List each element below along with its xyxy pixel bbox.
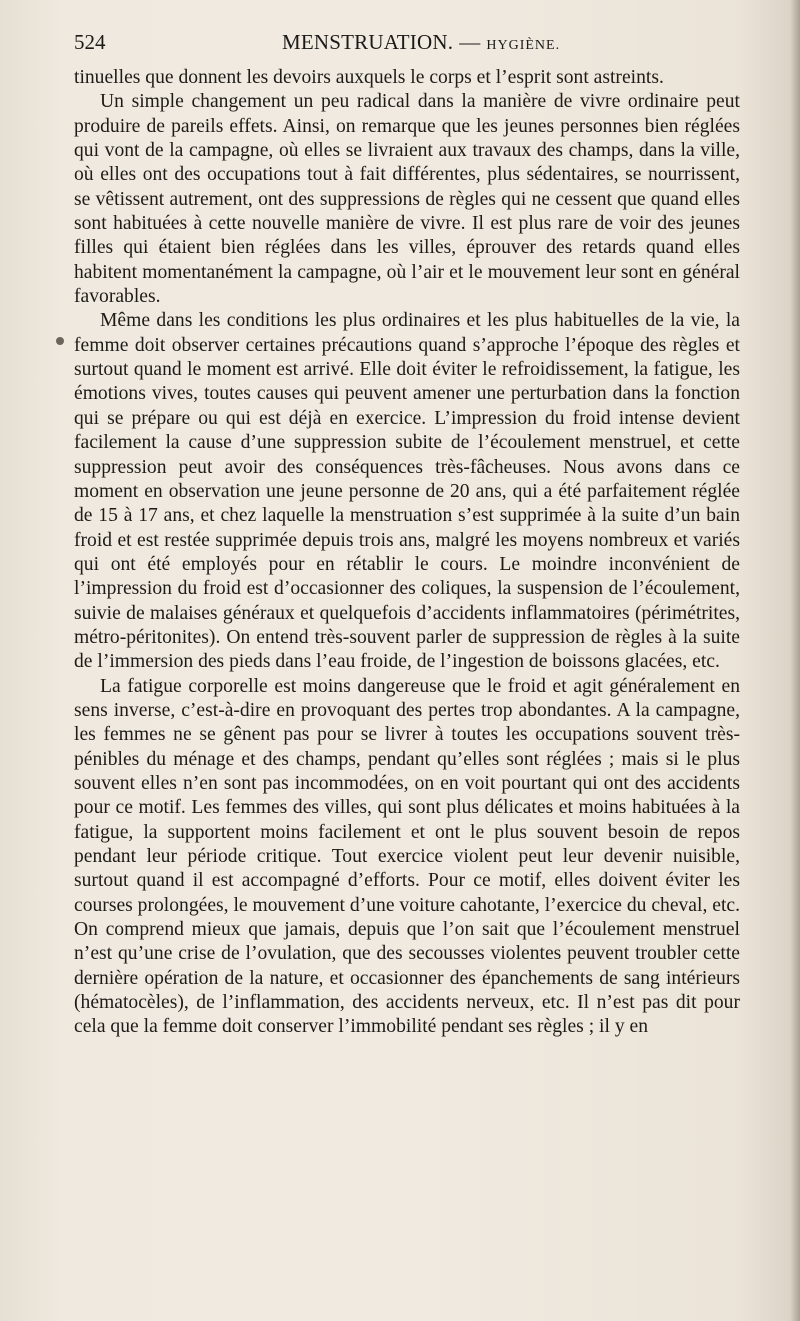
paragraph: La fatigue corporelle est moins dangereuse que le froid et agit généralement en sens inverse, c’est-à-dire en provoquant des pertes trop abondantes. A la campagne, les femmes ne se gênent pas pour se livrer à toutes les occupations souvent très-pénibles du ménage et des champs, pendant qu’elles sont réglées ; mais si le plus souvent elles n’en sont pas incommodées, on en voit pourtant qui ont des accidents pour ce motif. Les femmes des villes, qui sont plus délicates et moins habituées à la fatigue, la supportent moins facilement et ont le plus souvent besoin de repos pendant leur période critique. Tout exercice violent peut leur devenir nuisible, surtout quand il est accompagné d’efforts. Pour ce motif, elles doivent éviter les courses prolongées, le mouvement d’une voiture cahotante, l’exercice du cheval, etc. On comprend mieux que jamais, depuis que l’on sait que l’écoulement menstruel n’est qu’une crise de l’ovulation, que des secousses violentes peuvent troubler cette dernière opération de la nature, et occasionner des épanchements de sang intérieurs (hématocèles), de l’inflammation, des accidents nerveux, etc. Il n’est pas dit pour cela que la femme doit conserver l’immobilité pendant ses règles ; il y en	[74, 675, 740, 1038]
body-text	[74, 66, 740, 1040]
title-separator: —	[459, 30, 481, 54]
page-number: 524	[74, 30, 106, 54]
margin-mark	[56, 337, 64, 345]
section-title: HYGIÈNE.	[486, 38, 561, 53]
paragraph: Un simple changement un peu radical dans la manière de vivre ordinaire peut produire de pareils effets. Ainsi, on remarque que les jeunes personnes bien réglées qui vont de la campagne, où elles se livraient aux travaux des champs, dans la ville, où elles ont des occupations tout à fait différentes, plus sédentaires, se nourrissent, se vêtissent autrement, ont des suppressions de règles qui ne cessent que quand elles sont habituées à cette nouvelle manière de vivre. Il est plus rare de voir des jeunes filles qui étaient bien réglées dans les villes, éprouver des retards quand elles habitent momentanément la campagne, où l’air et le mouvement leur sont en général favorables.	[74, 91, 740, 308]
running-header	[74, 30, 740, 60]
paragraph: Même dans les conditions les plus ordinaires et les plus habituelles de la vie, la femme doit observer certaines précautions quand s’approche l’époque des règles et surtout quand le moment est arrivé. Elle doit éviter le refroidissement, la fatigue, les émotions vives, toutes causes qui peuvent amener une perturbation dans la fonction qui se prépare ou qui est déjà en exercice. L’impression du froid intense devient facilement la cause d’une suppression subite de l’écoulement menstruel, et cette suppression peut avoir des conséquences très-fâcheuses. Nous avons dans ce moment en observation une jeune personne de 20 ans, qui a été parfaitement réglée de 15 à 17 ans, et chez laquelle la menstruation s’est supprimée à la suite d’un bain froid et est restée supprimée depuis trois ans, malgré les moyens nombreux et variés qui ont été employés pour en rétablir le cours. Le moindre inconvénient de l’impression du froid est d’occasionner des coliques, la suspension de l’écoulement, suivie de malaises généraux et quelquefois d’accidents inflammatoires (périmétrites, métro-péritonites). On entend très-souvent parler de suppression de règles à la suite de l’immersion des pieds dans l’eau froide, de l’ingestion de boissons glacées, etc.	[74, 310, 740, 673]
running-title	[282, 30, 560, 55]
paragraph-continuation: tinuelles que donnent les devoirs auxquels le corps et l’esprit sont astreints.	[74, 67, 664, 88]
chapter-title: MENSTRUATION.	[282, 30, 454, 54]
